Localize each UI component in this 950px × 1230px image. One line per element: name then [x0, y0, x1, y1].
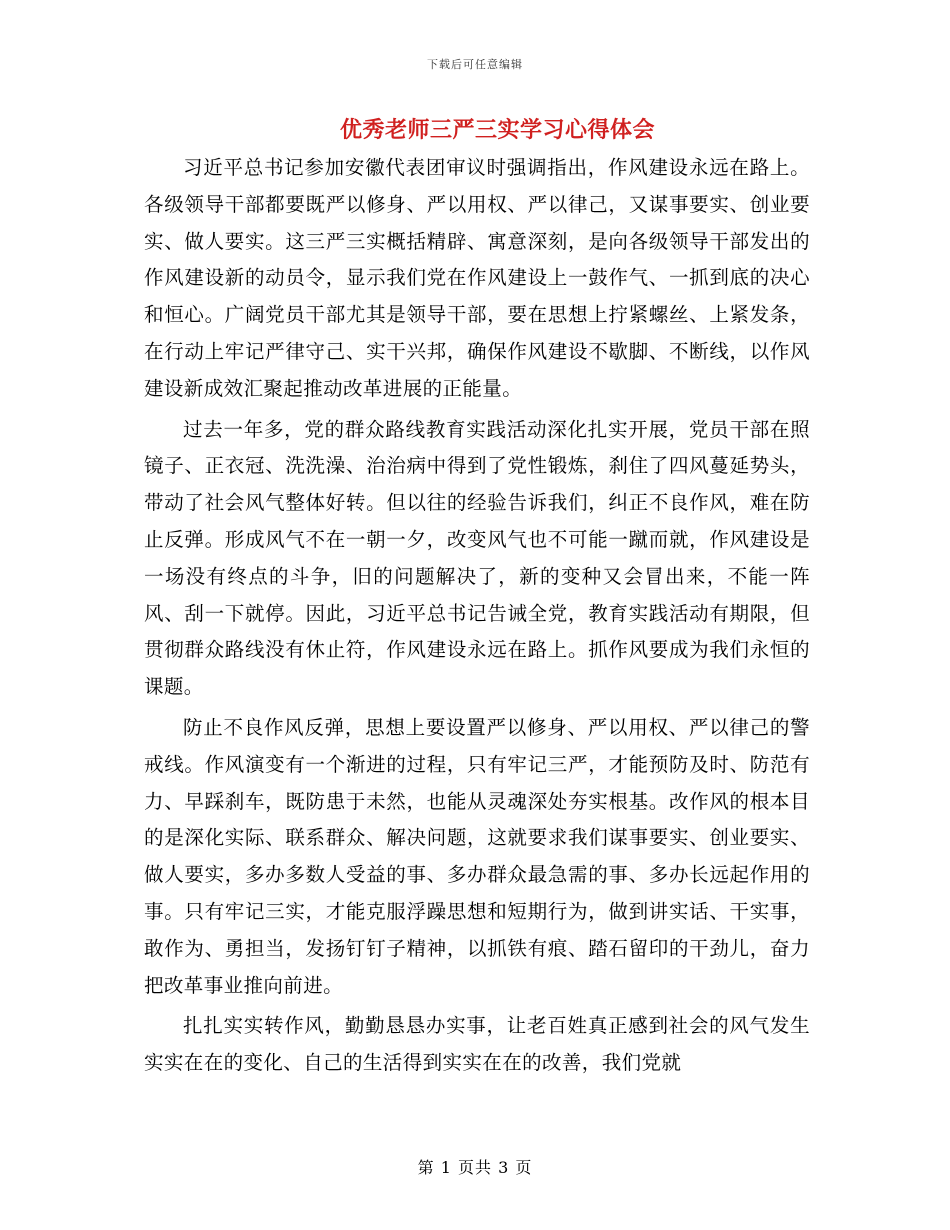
paragraph-4: 扎扎实实转作风，勤勤恳恳办实事，让老百姓真正感到社会的风气发生实实在在的变化、自己的生活得到实实在在的改善，我们党就	[144, 1014, 810, 1075]
header-note: 下载后可任意编辑	[427, 58, 523, 71]
paragraph-1: 习近平总书记参加安徽代表团审议时强调指出，作风建设永远在路上。各级领导干部都要既严以修身、严以用权、严以律己，又谋事要实、创业要实、做人要实。这三严三实概括精辟、寓意深刻，是向各级领导干部发出的作风建设新的动员令，显示我们党在作风建设上一鼓作气、一抓到底的决心和恒心。广阔党员干部尤其是领导干部，要在思想上拧紧螺丝、上紧发条，在行动上牢记严律守己、实干兴邦，确保作风建设不歇脚、不断线，以作风建设新成效汇聚起推动改革进展的正能量。	[144, 156, 810, 400]
page-footer: 第 1 页共 3 页	[417, 1158, 533, 1177]
paragraph-2: 过去一年多，党的群众路线教育实践活动深化扎实开展，党员干部在照镜子、正衣冠、洗洗澡、治治病中得到了党性锻炼，刹住了四风蔓延势头，带动了社会风气整体好转。但以往的经验告诉我们，纠正不良作风，难在防止反弹。形成风气不在一朝一夕，改变风气也不可能一蹴而就，作风建设是一场没有终点的斗争，旧的问题解决了，新的变种又会冒出来，不能一阵风、刮一下就停。因此，习近平总书记告诫全党，教育实践活动有期限，但贯彻群众路线没有休止符，作风建设永远在路上。抓作风要成为我们永恒的课题。	[144, 417, 810, 699]
document-title: 优秀老师三严三实学习心得体会	[339, 117, 655, 143]
paragraph-3: 防止不良作风反弹，思想上要设置严以修身、严以用权、严以律己的警戒线。作风演变有一个渐进的过程，只有牢记三严，才能预防及时、防范有力、早踩刹车，既防患于未然，也能从灵魂深处夯实根基。改作风的根本目的是深化实际、联系群众、解决问题，这就要求我们谋事要实、创业要实、做人要实，多办多数人受益的事、多办群众最急需的事、多办长远起作用的事。只有牢记三实，才能克服浮躁思想和短期行为，做到讲实话、干实事，敢作为、勇担当，发扬钉钉子精神，以抓铁有痕、踏石留印的干劲儿，奋力把改革事业推向前进。	[144, 715, 810, 997]
document-body	[144, 150, 810, 1086]
